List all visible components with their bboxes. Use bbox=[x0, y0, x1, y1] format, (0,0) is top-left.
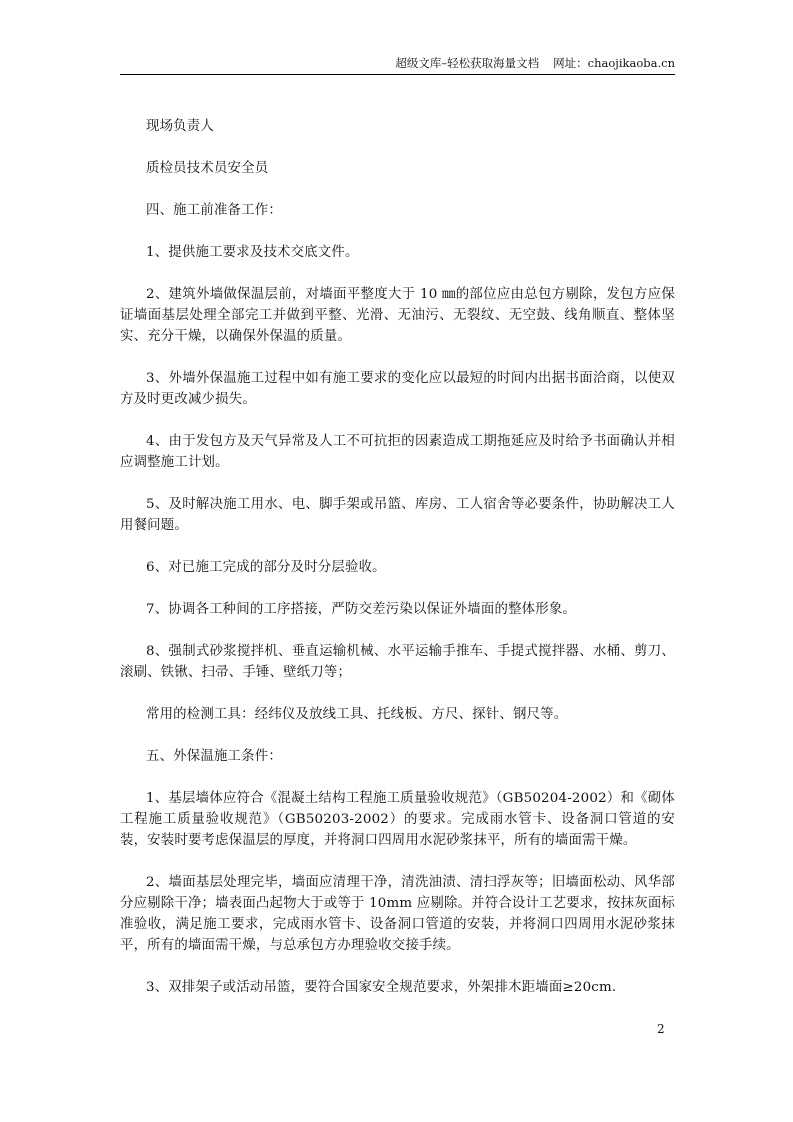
section-heading-conditions: 五、外保温施工条件： bbox=[146, 749, 282, 764]
paragraph-item: 3、外墙外保温施工过程中如有施工要求的变化应以最短的时间内出据书面洽商，以使双方及时更改减少损失。 bbox=[120, 371, 675, 407]
header-text bbox=[395, 55, 675, 71]
paragraph-item: 5、及时解决施工用水、电、脚手架或吊篮、库房、工人宿舍等必要条件，协助解决工人用餐问题。 bbox=[120, 497, 675, 533]
page-number: 2 bbox=[657, 1022, 665, 1036]
page-header bbox=[120, 55, 675, 75]
paragraph-inspectors: 质检员技术员安全员 bbox=[146, 161, 269, 176]
paragraph-item: 3、双排架子或活动吊篮，要符合国家安全规范要求，外架排木距墙面≥20cm. bbox=[146, 980, 617, 995]
paragraph-item: 2、墙面基层处理完毕，墙面应清理干净，清洗油渍、清扫浮灰等；旧墙面松动、风华部分应剔除干净；墙表面凸起物大于或等于 10mm 应剔除。并符合设计工艺要求，按抹灰面标准验收，满足施工要求，完成雨水管卡、设备洞口管道的安装，并将洞口四周用水泥砂浆抹平，所有的墙面需干燥，与总承包方办理验收交接手续。 bbox=[120, 875, 675, 953]
paragraph-item: 8、强制式砂浆搅拌机、垂直运输机械、水平运输手推车、手提式搅拌器、水桶、剪刀、滚刷、铁锹、扫帚、手锤、壁纸刀等； bbox=[120, 644, 675, 680]
paragraph-site-manager: 现场负责人 bbox=[146, 119, 214, 134]
paragraph-tools: 常用的检测工具：经纬仪及放线工具、托线板、方尺、探针、钢尺等。 bbox=[146, 707, 568, 722]
paragraph-item: 2、建筑外墙做保温层前，对墙面平整度大于 10 ㎜的部位应由总包方剔除，发包方应保证墙面基层处理全部完工并做到平整、光滑、无油污、无裂纹、无空鼓、线角顺直、整体坚实、充分干燥，以确保外保温的质量。 bbox=[120, 287, 675, 344]
paragraph-item: 1、基层墙体应符合《混凝土结构工程施工质量验收规范》（GB50204-2002）和《砌体工程施工质量验收规范》（GB50203-2002）的要求。完成雨水管卡、设备洞口管道的安装，安装时要考虑保温层的厚度，并将洞口四周用水泥砂浆抹平，所有的墙面需干燥。 bbox=[120, 791, 675, 848]
header-site-name: 超级文库–轻松获取海量文档 bbox=[395, 56, 540, 70]
document-body bbox=[120, 116, 675, 1019]
paragraph-item: 7、协调各工种间的工序搭接，严防交差污染以保证外墙面的整体形象。 bbox=[146, 602, 577, 617]
section-heading-preparation: 四、施工前准备工作： bbox=[146, 203, 282, 218]
paragraph-item: 4、由于发包方及天气异常及人工不可抗拒的因素造成工期拖延应及时给予书面确认并相应调整施工计划。 bbox=[120, 434, 675, 470]
header-url: 网址：chaojikaoba.cn bbox=[553, 56, 675, 70]
paragraph-item: 6、对已施工完成的部分及时分层验收。 bbox=[146, 560, 386, 575]
paragraph-item: 1、提供施工要求及技术交底文件。 bbox=[146, 245, 359, 260]
